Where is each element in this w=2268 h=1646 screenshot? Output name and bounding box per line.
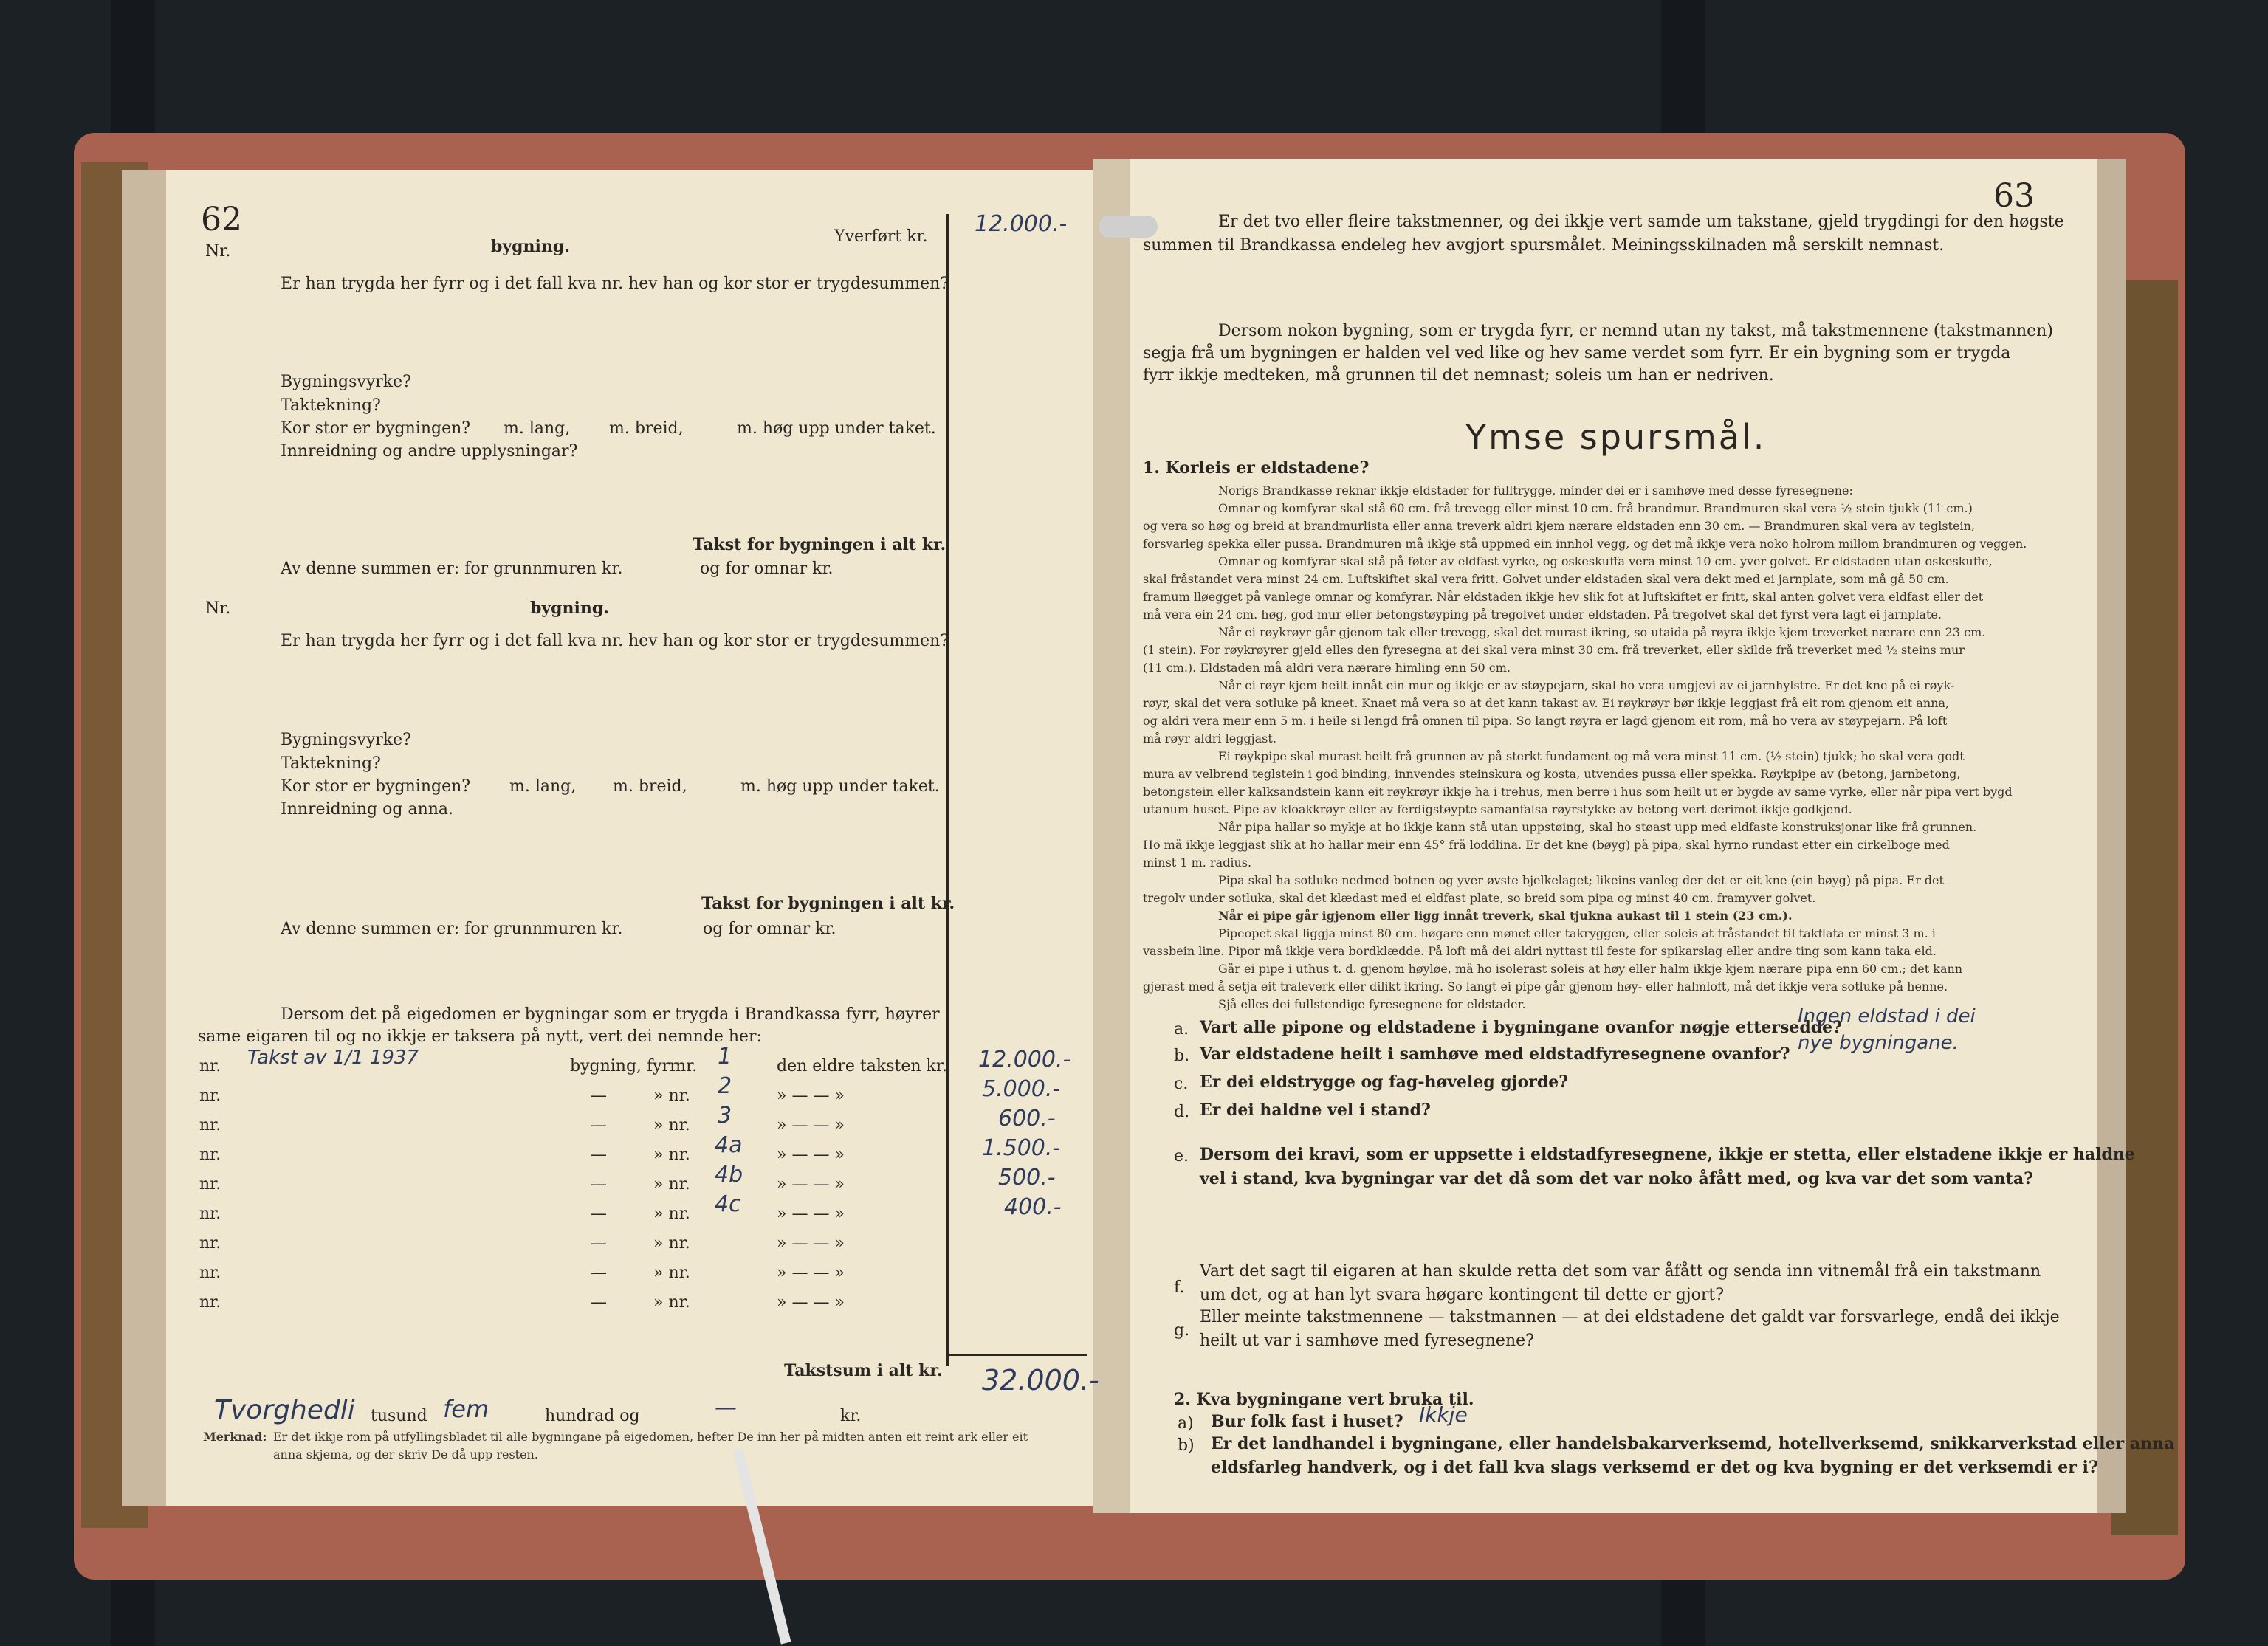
row-eldre: den eldre taksten kr. (777, 1057, 947, 1075)
reg-line: (11 cm.). Eldstaden må aldri vera nærare himling enn 50 cm. (1143, 661, 1511, 675)
reg-line: forsvarleg spekka eller pussa. Brandmuren må ikkje stå uppmed ein innhol vegg, og det må ikkje vera noko holrom millom brandmuren og veggen. (1143, 537, 2027, 551)
question-a: Vart alle pipone og eldstadene i bygningane ovanfor nøgje ettersedde? (1200, 1018, 1842, 1037)
row-nr: nr. (199, 1293, 221, 1312)
row-num: 4b (715, 1162, 743, 1188)
question-d: Er dei haldne vel i stand? (1200, 1101, 1431, 1120)
reg-line: (1 stein). For røykrøyrer gjeld elles den fyresegna at dei skal vera minst 30 cm. frå treverket, eller skilde frå treverket med ½ steins mur (1143, 643, 1965, 657)
row-nr2: » nr. (653, 1264, 690, 1282)
row-nr2: » nr. (653, 1146, 690, 1164)
intro2-line-2: segja frå um bygningen er halden vel ved like og hev same verdet som fyrr. Er ein bygning som er trygda (1143, 344, 2011, 362)
row-bygning-label: bygning, fyrr (570, 1057, 678, 1075)
reg-line: tregolv under sotluka, skal det klædast med ei eldfast plate, so breid som pipa og minst 40 cm. framyver golvet. (1143, 891, 1816, 905)
intro2-line-1: Dersom nokon bygning, som er trygda fyrr, er nemnd utan ny takst, må takstmennene (takstmannen) (1218, 322, 2053, 340)
reg-line: Omnar og komfyrar skal stå 60 cm. frå trevegg eller minst 10 cm. frå brandmur. Brandmuren skal vera ½ stein tjukk (11 cm.) (1218, 501, 1973, 515)
question-trygda: Er han trygda her fyrr og i det fall kva nr. hev han og kor stor er trygdesummen? (281, 632, 949, 650)
reg-line: Norigs Brandkasse reknar ikkje eldstader for fulltrygge, minder dei er i samhøve med desse fyresegnene: (1218, 483, 1853, 497)
row-num: 4a (715, 1132, 743, 1158)
row-eldre: » — — » (777, 1087, 845, 1105)
reg-line: Sjå elles dei fullstendige fyresegnene for eldstader. (1218, 997, 1526, 1011)
question-e-line-1: Dersom dei kravi, som er uppsette i eldstadfyresegnene, ikkje er stetta, eller elstadene ikkje er haldne (1200, 1145, 2135, 1164)
reg-line: framum lløegget på vanlege omnar og komfyrar. Når eldstaden ikkje hev slik fot at luftskiftet er fritt, skal anten golvet vera eldfast eller det (1143, 590, 1984, 604)
bygningsvyrke-label: Bygningsvyrke? (281, 373, 411, 391)
row-bygning-label: — (591, 1293, 607, 1312)
row-bygning-label: — (591, 1087, 607, 1105)
question-f-line-2: um det, og at han lyt svara høgare kontingent til dette er gjort? (1200, 1286, 1725, 1304)
row-nr: nr. (199, 1234, 221, 1253)
reg-line: Ei røykpipe skal murast heilt frå grunnen av på sterkt fundament og må vera minst 11 cm. (½ stein) tjukk; ho skal vera godt (1218, 749, 1965, 763)
reg-line: mura av velbrend teglstein i god binding, innvendes steinskura og kosta, utvendes pussa eller spekka. Røykpipe av (betong, jarnbetong, (1143, 767, 1961, 781)
kor-stor-label: Kor stor er bygningen? (281, 777, 471, 796)
page-number: 62 (201, 201, 242, 238)
m-breid-label: m. breid, (613, 777, 687, 796)
row-nr: nr. (199, 1146, 221, 1164)
row-eldre: » — — » (777, 1175, 845, 1194)
taktekning-label: Taktekning? (281, 396, 381, 415)
reg-line: Når pipa hallar so mykje at ho ikkje kann stå utan uppstøing, skal ho støast upp med eldfaste konstruksjonar like frå grunnen. (1218, 820, 1977, 834)
question-f-letter: f. (1174, 1278, 1185, 1297)
question-g-line-2: heilt ut var i samhøve med fyresegnene? (1200, 1332, 1534, 1350)
yverfort-label: Yverført kr. (834, 227, 928, 246)
reg-line: må røyr aldri leggjast. (1143, 731, 1276, 745)
reg-line: Pipeopet skal liggja minst 80 cm. høgare enn mønet eller takryggen, eller soleis at fråstandet til takflata er minst 3 m. i (1218, 926, 1936, 940)
row-nr: nr. (199, 1264, 221, 1282)
left-page (122, 170, 1111, 1506)
row-eldre: » — — » (777, 1234, 845, 1253)
bygning-label: bygning. (491, 237, 570, 256)
bygning-label: bygning. (530, 599, 609, 618)
row-bygning-label: — (591, 1234, 607, 1253)
reg-line: Når ei pipe går igjenom eller ligg innåt treverk, skal tjukna aukast til 1 stein (23 cm.). (1218, 909, 1793, 923)
row-nr2: » nr. (653, 1116, 690, 1134)
q2-title: 2. Kva bygningane vert bruka til. (1174, 1390, 1474, 1409)
row-amount: 500.- (998, 1165, 1056, 1191)
intro1-line-2: summen til Brandkassa endeleg hev avgjort spursmålet. Meiningsskilnaden må serskilt nemnast. (1143, 236, 1945, 255)
row-bygning-label: — (591, 1146, 607, 1164)
reg-line: minst 1 m. radius. (1143, 855, 1252, 870)
intro1-line-1: Er det tvo eller fleire takstmenner, og dei ikkje vert samde um takstane, gjeld trygdingi for den høgste (1218, 213, 2064, 231)
question-trygda: Er han trygda her fyrr og i det fall kva nr. hev han og kor stor er trygdesummen? (281, 275, 949, 293)
row-amount: 12.000.- (978, 1047, 1071, 1072)
row-bygning-label: — (591, 1175, 607, 1194)
row-nr: nr. (199, 1116, 221, 1134)
reg-line: vassbein line. Pipor må ikkje vera bordklædde. På loft må dei aldri nyttast til feste for spikarslag eller andre ting som kann taka eld. (1143, 944, 1937, 958)
question-d-letter: d. (1174, 1103, 1190, 1121)
merknad-line-2: anna skjema, og der skriv De då upp resten. (273, 1447, 538, 1461)
book-gutter (1093, 159, 1130, 1513)
row-amount: 600.- (998, 1106, 1056, 1132)
reg-line: må vera ein 24 cm. høg, god mur eller betongstøyping på tregolvet under eldstaden. På tregolvet skal det fyrst vera lagt ei jarnplate. (1143, 607, 1942, 621)
answer-ab-line-1: Ingen eldstad i dei (1798, 1005, 1976, 1027)
grunnmuren-label: Av denne summen er: for grunnmuren kr. (281, 920, 623, 938)
bygningsvyrke-label: Bygningsvyrke? (281, 731, 411, 749)
row-amount: 400.- (1004, 1194, 1062, 1220)
q2b-letter: b) (1178, 1436, 1195, 1455)
intro2-line-3: fyrr ikkje medteken, må grunnen til det nemnast; soleis um han er nedriven. (1143, 366, 1774, 385)
q2b-line-1: Er det landhandel i bygningane, eller handelsbakarverksemd, hotellverksemd, snikkarverkstad eller anna (1211, 1434, 2175, 1453)
row-nr2: » nr. (653, 1293, 690, 1312)
row-amount: 5.000.- (982, 1076, 1061, 1102)
reg-line: Når ei røykrøyr går gjenom tak eller trevegg, skal det murast ikring, so utaida på røyra ikkje kjem treverket nærare enn 23 cm. (1218, 625, 1986, 639)
dersom-line-2: same eigaren til og no ikkje er taksera på nytt, vert dei nemnde her: (198, 1027, 762, 1046)
reg-line: skal fråstandet vera minst 24 cm. Luftskiftet skal vera fritt. Golvet under eldstaden skal vera dekt med ei jarnplate, som må gå 50 cm. (1143, 572, 1949, 586)
yverfort-value: 12.000.- (975, 211, 1068, 237)
amount-words-thousands: Tvorghedli (214, 1395, 355, 1425)
amount-words-rest: — (715, 1395, 737, 1421)
kor-stor-label: Kor stor er bygningen? (281, 419, 471, 438)
m-hog-label: m. høg upp under taket. (740, 777, 940, 796)
question-g-letter: g. (1174, 1321, 1190, 1340)
row-nr2: » nr. (653, 1087, 690, 1105)
omnar-label: og for omnar kr. (700, 559, 834, 578)
dersom-line-1: Dersom det på eigedomen er bygningar som er trygda i Brandkassa fyrr, høyrer (281, 1005, 940, 1024)
question-b-letter: b. (1174, 1047, 1190, 1065)
amount-words-hundreds: fem (443, 1395, 489, 1423)
row-num: 4c (715, 1191, 741, 1217)
reg-line: Pipa skal ha sotluke nedmed botnen og yver øvste bjelkelaget; likeins vanleg der det er eit kne (ein bøyg) på pipa. Er det (1218, 873, 1944, 887)
q2a-letter: a) (1178, 1414, 1194, 1433)
question-e-letter: e. (1174, 1147, 1189, 1165)
question-c-letter: c. (1174, 1075, 1189, 1093)
total-rule (946, 1354, 1087, 1356)
total-label: Takstsum i alt kr. (784, 1361, 943, 1380)
row-bygning-label: — (591, 1264, 607, 1282)
answer-ab-line-2: nye bygningane. (1798, 1032, 1959, 1054)
amount-column-line (946, 214, 949, 1366)
row-num: 1 (718, 1044, 732, 1070)
reg-line: Går ei pipe i uthus t. d. gjenom høyløe, må ho isolerast soleis at høy eller halm ikkje kjem nærare pipa enn 60 cm.; det kann (1218, 962, 1963, 976)
q2a-text: Bur folk fast i huset? (1211, 1412, 1403, 1431)
omnar-label: og for omnar kr. (703, 920, 836, 938)
grunnmuren-label: Av denne summen er: for grunnmuren kr. (281, 559, 623, 578)
hundrad-label: hundrad og (545, 1407, 640, 1425)
takst-label: Takst for bygningen i alt kr. (701, 894, 955, 913)
m-lang-label: m. lang, (509, 777, 577, 796)
kr-label: kr. (840, 1407, 862, 1425)
taktekning-label: Taktekning? (281, 754, 381, 773)
m-hog-label: m. høg upp under taket. (737, 419, 936, 438)
row-eldre: » — — » (777, 1264, 845, 1282)
row-note: Takst av 1/1 1937 (247, 1047, 419, 1069)
row-nr2: » nr. (653, 1234, 690, 1253)
question-g-line-1: Eller meinte takstmennene — takstmannen — at dei eldstadene det galdt var forsvarlege, endå dei ikkje (1200, 1308, 2060, 1326)
question-c: Er dei eldstrygge og fag-høveleg gjorde? (1200, 1072, 1569, 1092)
row-nr: nr. (199, 1175, 221, 1194)
question-f-line-1: Vart det sagt til eigaren at han skulde retta det som var åfått og senda inn vitnemål frå ein takstmann (1200, 1262, 2041, 1281)
innreidning-label: Innreidning og anna. (281, 800, 454, 819)
total-value: 32.000.- (982, 1364, 1099, 1397)
row-nr2: nr. (676, 1057, 698, 1075)
row-eldre: » — — » (777, 1205, 845, 1223)
reg-line: røyr, skal det vera sotluke på kneet. Knaet må vera so at det kann takast av. Ei røykrøyr bør ikkje leggjast frå eit rom gjenom eit anna, (1143, 696, 1950, 710)
nr-label: Nr. (205, 599, 231, 618)
question-a-letter: a. (1174, 1020, 1189, 1039)
page-edges-right (2097, 159, 2126, 1513)
row-bygning-label: — (591, 1205, 607, 1223)
innreidning-label: Innreidning og andre upplysningar? (281, 442, 578, 461)
tusund-label: tusund (371, 1407, 427, 1425)
row-nr2: » nr. (653, 1205, 690, 1223)
row-nr: nr. (199, 1087, 221, 1105)
section-heading: Ymse spursmål. (1465, 417, 1767, 457)
page-edges-left (122, 170, 166, 1506)
merknad-line-1: Er det ikkje rom på utfyllingsbladet til alle bygningane på eigedomen, hefter De inn her på midten anten eit reint ark eller eit (273, 1430, 1028, 1444)
reg-line: betongstein eller kalksandstein kann eit røykrøyr ikkje ha i trehus, men berre i hus som heilt ut er bygde av same vyrke, eller når pipa vert bygd (1143, 785, 2013, 799)
page-number: 63 (1993, 177, 2035, 215)
q1-title: 1. Korleis er eldstadene? (1143, 458, 1370, 478)
m-lang-label: m. lang, (504, 419, 571, 438)
row-amount: 1.500.- (982, 1135, 1061, 1161)
reg-line: gjerast med å setja eit traleverk eller dilikt ikring. So langt ei pipe går gjenom høy- eller halmloft, må det ikkje vera sotluke på henne. (1143, 979, 1948, 994)
takst-label: Takst for bygningen i alt kr. (693, 535, 946, 554)
row-num: 2 (718, 1073, 732, 1099)
m-breid-label: m. breid, (609, 419, 684, 438)
row-nr: nr. (199, 1057, 221, 1075)
row-eldre: » — — » (777, 1293, 845, 1312)
paper-clip (1099, 216, 1158, 238)
reg-line: Når ei røyr kjem heilt innåt ein mur og ikkje er av støypejarn, skal ho vera umgjevi av ei jarnhylstre. Er det kne på ei røyk- (1218, 678, 1955, 692)
q2a-answer: Ikkje (1419, 1402, 1468, 1427)
reg-line: og vera so høg og breid at brandmurlista eller anna treverk aldri kjem nærare eldstaden enn 30 cm. — Brandmuren skal vera av teglstein, (1143, 519, 1975, 533)
reg-line: og aldri vera meir enn 5 m. i heile si lengd frå omnen til pipa. So langt røyra er lagd gjenom eit rom, må ho vera av støypejarn. På loft (1143, 714, 1948, 728)
row-eldre: » — — » (777, 1146, 845, 1164)
nr-label: Nr. (205, 242, 231, 261)
row-nr: nr. (199, 1205, 221, 1223)
row-num: 3 (718, 1103, 732, 1129)
question-e-line-2: vel i stand, kva bygningar var det då som det var noko åfått med, og kva var det som vanta? (1200, 1169, 2033, 1188)
row-bygning-label: — (591, 1116, 607, 1134)
reg-line: utanum huset. Pipe av kloakkrøyr eller av ferdigstøypte samanfalsa røyrstykke av betong vert derimot ikkje godkjend. (1143, 802, 1852, 816)
reg-line: Ho må ikkje leggjast slik at ho hallar meir enn 45° frå loddlina. Er det kne (bøyg) på pipa, skal hyrno rundast etter ein cirkelboge med (1143, 838, 1950, 852)
reg-line: Omnar og komfyrar skal stå på føter av eldfast vyrke, og oskeskuffa vera minst 10 cm. yver golvet. Er eldstaden utan oskeskuffe, (1218, 554, 1993, 568)
q2b-line-2: eldsfarleg handverk, og i det fall kva slags verksemd er det og kva bygning er det verksemdi er i? (1211, 1458, 2098, 1477)
question-b: Var eldstadene heilt i samhøve med eldstadfyresegnene ovanfor? (1200, 1044, 1790, 1064)
merknad-label: Merknad: (203, 1430, 267, 1444)
row-nr2: » nr. (653, 1175, 690, 1194)
row-eldre: » — — » (777, 1116, 845, 1134)
